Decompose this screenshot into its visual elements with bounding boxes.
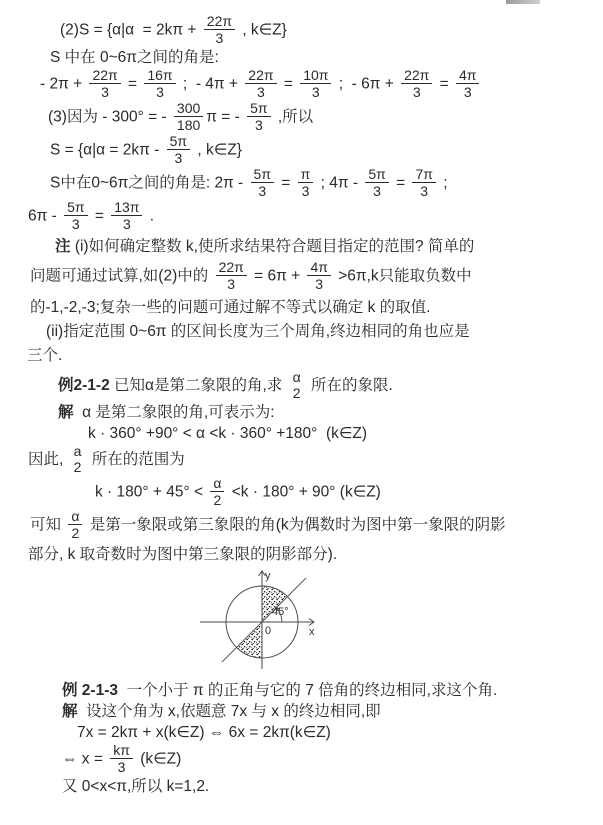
text-line bbox=[30, 509, 603, 542]
fraction-denominator: 2 bbox=[213, 492, 222, 508]
fraction bbox=[144, 67, 175, 100]
text-run: 设这个角为 x,依题意 7x 与 x 的终边相同,即 bbox=[77, 703, 381, 720]
fraction bbox=[247, 100, 270, 133]
text-line bbox=[62, 680, 603, 701]
bold-text-run: 解 bbox=[62, 703, 78, 720]
fraction-denominator: 3 bbox=[156, 84, 164, 100]
text-run: 所在的象限. bbox=[306, 377, 393, 395]
text-run: 所在的范围为 bbox=[87, 451, 185, 469]
bold-text-run: 例2-1-2 bbox=[58, 377, 110, 395]
fraction-numerator: 22π bbox=[245, 67, 276, 84]
text-run: 部分, k 取奇数时为图中第三象限的阴影部分). bbox=[28, 546, 338, 563]
bold-text-run: 例 2-1-3 bbox=[62, 682, 118, 699]
fraction-numerator: 5π bbox=[167, 133, 190, 150]
text-run: ; - 6π + bbox=[334, 75, 399, 93]
fraction-numerator: 4π bbox=[307, 259, 330, 276]
text-line bbox=[28, 444, 603, 476]
fraction-denominator: 3 bbox=[301, 183, 310, 199]
fraction-numerator: 5π bbox=[365, 166, 388, 183]
y-axis-label: y bbox=[265, 570, 271, 582]
fraction-numerator: α bbox=[68, 508, 82, 525]
text-line bbox=[28, 200, 603, 233]
fraction-denominator: 3 bbox=[258, 183, 267, 199]
fraction bbox=[89, 67, 120, 100]
bold-text-run: 解 bbox=[58, 404, 74, 421]
text-run: ; - 4π + bbox=[178, 75, 243, 93]
shaded-sector-q3 bbox=[237, 622, 263, 658]
solution-text-top bbox=[0, 14, 603, 565]
text-run: (i)如何确定整数 k,使所求结果符合题目指定的范围? 简单的 bbox=[70, 238, 475, 255]
text-run: k · 360° +90° < α <k · 360° +180° (k∈Z) bbox=[88, 425, 368, 442]
origin-label: 0 bbox=[265, 625, 272, 637]
text-line bbox=[50, 47, 603, 68]
text-run: 因此, bbox=[28, 451, 68, 469]
fraction-numerator: kπ bbox=[110, 742, 133, 759]
fraction-numerator: 16π bbox=[144, 67, 175, 84]
fraction-denominator: 3 bbox=[117, 759, 126, 775]
text-line bbox=[30, 297, 603, 318]
text-line bbox=[62, 701, 603, 722]
scan-artifact-smudge bbox=[506, 0, 540, 4]
fraction-numerator: 5π bbox=[64, 199, 87, 216]
x-axis-label: x bbox=[309, 626, 315, 638]
text-run: , k∈Z} bbox=[193, 141, 242, 159]
fraction bbox=[307, 259, 330, 292]
fraction-denominator: 3 bbox=[373, 183, 381, 199]
fraction bbox=[210, 475, 224, 508]
text-line bbox=[40, 68, 603, 101]
text-line bbox=[55, 236, 603, 257]
fraction bbox=[110, 742, 133, 775]
fraction-denominator: 3 bbox=[254, 117, 263, 133]
bold-text-run: 注 bbox=[55, 238, 71, 255]
fraction bbox=[251, 166, 274, 199]
fraction bbox=[290, 369, 304, 401]
fraction-denominator: 3 bbox=[174, 150, 183, 166]
fraction-numerator: 10π bbox=[300, 67, 331, 84]
fraction-numerator: 22π bbox=[89, 67, 120, 84]
text-run: k · 180° + 45° < bbox=[95, 483, 208, 501]
text-run: >6π,k只能取负数中 bbox=[333, 267, 472, 285]
text-run: = bbox=[435, 75, 454, 93]
fraction bbox=[167, 133, 190, 166]
text-line bbox=[88, 423, 603, 444]
fraction bbox=[64, 199, 87, 232]
fraction-numerator: 22π bbox=[401, 67, 432, 84]
text-run: = bbox=[276, 174, 295, 192]
fraction-denominator: 3 bbox=[227, 276, 236, 292]
text-run: , k∈Z} bbox=[238, 21, 287, 39]
fraction bbox=[401, 67, 432, 100]
fraction-denominator: 180 bbox=[176, 117, 201, 133]
fraction-denominator: 2 bbox=[73, 459, 82, 475]
fraction-numerator: 13π bbox=[111, 199, 142, 216]
text-run: π = - bbox=[206, 108, 245, 126]
fraction bbox=[365, 166, 388, 199]
text-run: (k∈Z) bbox=[135, 750, 182, 768]
fraction-denominator: 3 bbox=[71, 216, 80, 232]
text-run: - 2π + bbox=[40, 75, 87, 93]
fraction bbox=[68, 508, 82, 541]
text-run: 6π - bbox=[28, 207, 62, 225]
text-run: ,所以 bbox=[273, 108, 314, 126]
fraction-denominator: 3 bbox=[311, 84, 320, 100]
text-run: (2)S = {α|α = 2kπ + bbox=[60, 21, 201, 39]
text-run: <k · 180° + 90° (k∈Z) bbox=[227, 483, 381, 501]
text-run: ⇔ x = bbox=[62, 750, 108, 768]
text-run: S 中在 0~6π之间的角是: bbox=[50, 49, 219, 66]
text-run: = 6π + bbox=[249, 267, 305, 285]
text-run: ; bbox=[438, 174, 448, 192]
fraction-denominator: 3 bbox=[122, 216, 131, 232]
text-line bbox=[95, 476, 603, 509]
text-run: S = {α|α = 2kπ - bbox=[50, 141, 164, 159]
angle-label: 45° bbox=[272, 606, 289, 618]
fraction-numerator: α bbox=[292, 369, 301, 385]
text-run: S中在0~6π之间的角是: 2π - bbox=[50, 174, 248, 192]
text-line bbox=[62, 776, 603, 797]
fraction-numerator: 300 bbox=[174, 100, 203, 117]
text-run: 是第一象限或第三象限的角(k为偶数时为图中第一象限的阴影 bbox=[85, 516, 506, 534]
quadrant-diagram-svg bbox=[196, 568, 328, 678]
text-line bbox=[46, 321, 603, 342]
fraction-numerator: α bbox=[210, 475, 224, 492]
fraction-denominator: 3 bbox=[101, 84, 109, 100]
text-line bbox=[48, 101, 603, 134]
fraction-numerator: 4π bbox=[456, 67, 479, 84]
text-run: . bbox=[145, 207, 155, 225]
text-line bbox=[28, 544, 603, 565]
fraction-denominator: 3 bbox=[420, 183, 429, 199]
fraction-numerator: π bbox=[298, 166, 314, 183]
fraction-numerator: 7π bbox=[412, 166, 435, 183]
text-run: = bbox=[90, 207, 109, 225]
fraction bbox=[412, 166, 435, 199]
fraction-denominator: 3 bbox=[215, 30, 224, 46]
fraction-denominator: 3 bbox=[463, 84, 472, 100]
fraction bbox=[456, 67, 479, 100]
fraction-denominator: 2 bbox=[292, 385, 301, 401]
solution-text-bottom bbox=[0, 680, 603, 797]
text-run: = bbox=[279, 75, 298, 93]
fraction-denominator: 2 bbox=[71, 525, 80, 541]
text-run: 7x = 2kπ + x(k∈Z) ⇔ 6x = 2kπ(k∈Z) bbox=[77, 724, 331, 741]
text-run: 一个小于 π 的正角与它的 7 倍角的终边相同,求这个角. bbox=[118, 682, 498, 699]
fraction-denominator: 3 bbox=[315, 276, 324, 292]
text-run: 的-1,-2,-3;复杂一些的问题可通过解不等式以确定 k 的取值. bbox=[30, 299, 431, 316]
text-run: (3)因为 - 300° = - bbox=[48, 108, 171, 126]
text-run: (ii)指定范围 0~6π 的区间长度为三个周角,终边相同的角也应是 bbox=[46, 323, 470, 340]
fraction-numerator: a bbox=[73, 443, 82, 459]
text-run: 可知 bbox=[30, 516, 66, 534]
fraction bbox=[174, 100, 203, 133]
text-line bbox=[50, 134, 603, 167]
text-run: = bbox=[123, 75, 142, 93]
text-line bbox=[27, 345, 603, 366]
fraction-denominator: 3 bbox=[257, 84, 265, 100]
text-run: 又 0<x<π,所以 k=1,2. bbox=[62, 778, 210, 795]
fraction bbox=[71, 443, 85, 475]
text-line bbox=[58, 370, 603, 402]
text-run: α 是第二象限的角,可表示为: bbox=[73, 404, 275, 421]
quadrant-diagram bbox=[196, 568, 328, 678]
fraction-numerator: 22π bbox=[216, 259, 247, 276]
fraction bbox=[204, 13, 235, 46]
fraction-numerator: 22π bbox=[204, 13, 235, 30]
text-line bbox=[30, 260, 603, 293]
fraction bbox=[300, 67, 331, 100]
text-line bbox=[60, 14, 603, 47]
text-line bbox=[58, 402, 603, 423]
text-line bbox=[62, 743, 603, 776]
fraction-numerator: 5π bbox=[251, 166, 274, 183]
text-run: 已知α是第二象限的角,求 bbox=[109, 377, 287, 395]
text-line bbox=[50, 167, 603, 200]
text-run: = bbox=[391, 174, 410, 192]
text-run: ; 4π - bbox=[316, 174, 363, 192]
text-run: 三个. bbox=[27, 347, 63, 364]
fraction bbox=[216, 259, 247, 292]
fraction-denominator: 3 bbox=[412, 84, 421, 100]
fraction bbox=[298, 166, 314, 199]
text-run: 问题可通过试算,如(2)中的 bbox=[30, 267, 213, 285]
fraction bbox=[111, 199, 142, 232]
fraction bbox=[245, 67, 276, 100]
text-line bbox=[77, 722, 603, 743]
fraction-numerator: 5π bbox=[247, 100, 270, 117]
